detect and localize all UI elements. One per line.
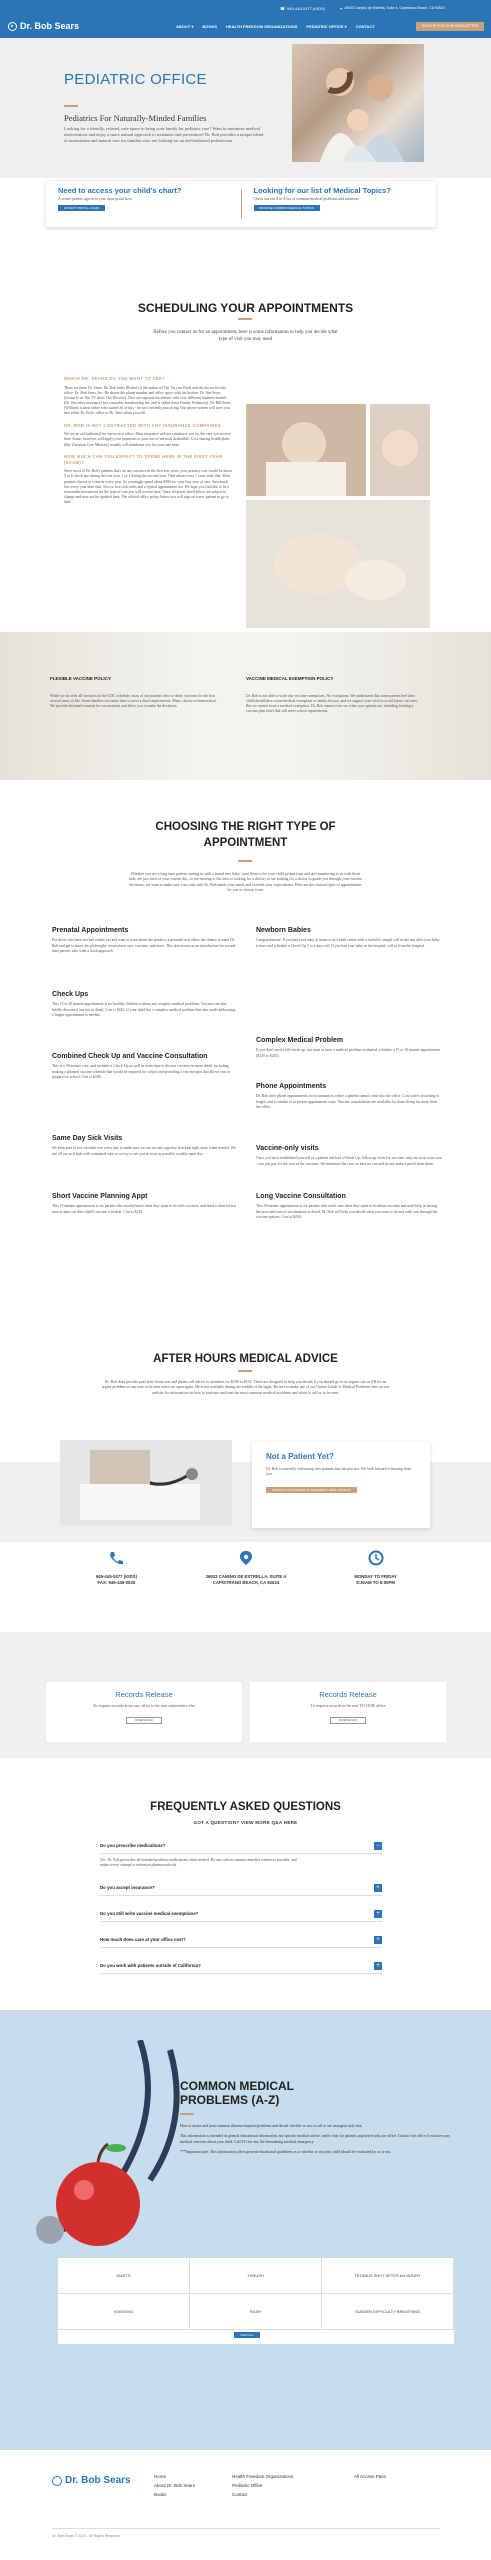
logo-text: Dr. Bob Sears bbox=[20, 21, 80, 31]
faq-item-outside-california[interactable] bbox=[100, 1958, 382, 1974]
appt-complex bbox=[256, 1036, 442, 1082]
plus-icon[interactable]: + bbox=[374, 1936, 382, 1944]
appt-combined bbox=[52, 1052, 238, 1134]
insurance-text: We are an old fashioned fee-for-service office. Most insurance will not reimburse you for the care you receive here. Some, however, will apply your payments to your out-of-network deductible. Cost-sharing health plans (like Christian Care Ministry) usually will reimburse you for your care here. bbox=[64, 432, 231, 447]
flexible-policy-text: While we do offer all vaccines on the CDC schedule, most of our patients elect to delay vaccines for the first several years of life. Some families vaccinate later to meet school requirements. Many choose to homeschool. We provide informed consent for vaccinations and allow you to make the decisions. bbox=[50, 694, 217, 709]
nav-contact[interactable]: CONTACT bbox=[355, 24, 375, 29]
browse-topics-button[interactable]: BROWSE COMMON MEDICAL TOPICS bbox=[254, 205, 320, 211]
contact-hours-line1: MONDAY TO FRIDAY bbox=[354, 1573, 397, 1579]
appt-text: This 15 minute appointment is for parents who mostly know what they want to do with vaccines, and need a short review time to plan out their child's vaccine schedule. Cost is $120. bbox=[52, 1204, 237, 1214]
footer-link-pediatric-office[interactable]: Pediatric Office bbox=[232, 2483, 263, 2488]
contact-hours-line2: 8:30AM TO 5:00PM bbox=[356, 1579, 395, 1585]
contact-address-line2: CAPISTRANO BEACH, CA 92624 bbox=[212, 1579, 280, 1585]
faq-item-insurance[interactable] bbox=[100, 1880, 382, 1896]
records-release-out bbox=[46, 1682, 242, 1742]
top-address[interactable] bbox=[340, 6, 486, 11]
nav-books[interactable]: BOOKS bbox=[202, 24, 218, 29]
site-header bbox=[0, 0, 491, 38]
appt-text: Dr. Bob does phone appointments in circumstances where a patient cannot come into the office. Cost varies according to length, and is similar to in-person appointment costs. Vaccine consultations are available for those living far away from the office. bbox=[256, 1094, 440, 1109]
appt-vaccine-only bbox=[256, 1144, 442, 1192]
logo-mark-icon bbox=[8, 22, 17, 31]
footer-link-contact[interactable]: Contact bbox=[232, 2492, 248, 2497]
footer-links-col2 bbox=[232, 2472, 293, 2499]
records-out-title: Records Release bbox=[115, 1690, 173, 1699]
new-patient-card bbox=[252, 1442, 430, 1528]
new-patient-text: Dr. Bob is currently welcoming new patients into his practice. We look forward to hearing from you. bbox=[266, 1466, 412, 1476]
appt-heading: Combined Check Up and Vaccine Consultation bbox=[52, 1053, 208, 1060]
common-problems-content bbox=[180, 2080, 450, 2155]
contact-phone[interactable] bbox=[60, 1550, 173, 1620]
appt-text: If you don't need a full check up, but want to have a medical problem evaluated, schedule a 15 or 30 minute appointment ($120 to $250). bbox=[256, 1048, 440, 1058]
appt-heading: Vaccine-only visits bbox=[256, 1145, 319, 1152]
nav-pediatric-office[interactable]: PEDIATRIC OFFICE ▾ bbox=[306, 24, 347, 29]
scheduling-photo-collage bbox=[246, 404, 430, 628]
location-icon: ⌖ bbox=[340, 6, 343, 11]
appt-text: We keep part of our schedule free every day to make sure we can see any urgently sick kids right away when needed. We use all our sick kids with a minimal wait so we try to see you as soon as possible, usually same day. bbox=[52, 1146, 236, 1156]
common-underline bbox=[180, 2113, 194, 2115]
site-logo[interactable] bbox=[8, 20, 79, 32]
after-hours-underline bbox=[238, 1370, 252, 1372]
medical-exemption-policy bbox=[246, 676, 422, 715]
hero-subtitle: Pediatrics For Naturally-Minded Families bbox=[64, 113, 207, 123]
footer-link-about[interactable]: About Dr. Bob Sears bbox=[154, 2483, 196, 2488]
common-problems-list bbox=[58, 2258, 454, 2344]
phone-icon bbox=[108, 1550, 124, 1566]
page-title: PEDIATRIC OFFICE bbox=[64, 71, 207, 88]
appt-long-vaccine bbox=[256, 1192, 442, 1220]
records-release-in bbox=[250, 1682, 446, 1742]
cost-heading: HOW MUCH CAN YOU EXPECT TO SPEND HERE IN THE FIRST YEAR (EXAM)? bbox=[64, 453, 223, 465]
chart-access-card bbox=[46, 181, 241, 227]
appt-phone bbox=[256, 1082, 442, 1144]
exemption-policy-title: VACCINE MEDICAL EXEMPTION POLICY bbox=[246, 676, 334, 681]
records-in-download-button[interactable]: DOWNLOAD bbox=[330, 1717, 366, 1724]
faq-answer: Yes. Dr. Bob prescribes all standard pediatric medications when needed. He also utilizes natural remedies whenever possible, and makes every attempt to minimize pharmaceuticals. bbox=[100, 1858, 297, 1868]
appt-text: Congratulations! If you had your baby at home or in a birth center with a midwife, simply call us the day after your baby is born and schedule a Check Up 2 to 4 days old. If you had your baby in the hospital, call us from the hospital. bbox=[256, 938, 440, 948]
problems-grid bbox=[58, 2258, 454, 2330]
appt-heading: Check Ups bbox=[52, 991, 89, 998]
plus-icon[interactable]: + bbox=[374, 1910, 382, 1918]
appt-text: Once you have established yourself as a patient and had a Check Up, follow up visits for vaccines only are at no extra cost - you just pay for the cost of the vaccines. We minimize the costs as best we can and do not make a profit from them. bbox=[256, 1156, 442, 1166]
cost-text: Since most of Dr. Bob's patients don't do any vaccines in the first few years, your primary cost would be about 5 or 6 check ups during the first year, 1 or 2 during the second year. Then about every 1 years after that. Most patients choose to come in every year. So you might spend about $990 for your first year of care, then much less every year after that. Two or five sick visits and a typical appointment too. We hope you find this to be a reasonable investment for the type of care you will receive here. Since all prices listed below are subject to change and may not be updated here. The official office policy letters you will sign on a new patient to go to date. bbox=[64, 469, 232, 505]
appt-heading: Newborn Babies bbox=[256, 927, 311, 934]
site-footer bbox=[0, 2450, 491, 2560]
faq-question: Do you accept insurance? bbox=[100, 1884, 155, 1890]
footer-link-health-freedom[interactable]: Health Freedom Organizations bbox=[232, 2474, 294, 2479]
appointment-types-right bbox=[256, 926, 442, 1220]
insurance-heading: DR. BOB IS NOT CONTRACTED WITH ANY INSURANCE COMPANIES bbox=[64, 422, 221, 428]
medical-topics-card bbox=[242, 181, 437, 227]
appt-newborn bbox=[256, 926, 442, 1036]
new-patient-title: Not a Patient Yet? bbox=[266, 1452, 334, 1461]
chart-card-title: Need to access your child's chart? bbox=[58, 186, 182, 195]
top-phone-text: 949-445-0477 (KIDS) bbox=[286, 6, 326, 11]
appt-short-vaccine bbox=[52, 1192, 238, 1215]
scheduling-title: SCHEDULING YOUR APPOINTMENTS bbox=[137, 301, 354, 315]
common-problems-intro: How to assess and treat common illnesses/injuries/problems and decide whether or not to call or see an urgent sick visit. bbox=[180, 2124, 363, 2129]
appt-heading: Short Vaccine Planning Appt bbox=[52, 1193, 148, 1200]
topics-card-title: Looking for our list of Medical Topics? bbox=[253, 186, 391, 195]
common-problems-disclaimer: This information is intended as general educational information, not specific medical advice, and is only for patients registered with our office. Contact our office if you have any medical concerns about your child. Call 911 for any life-threatening medical emergency. bbox=[180, 2134, 450, 2144]
newsletter-button[interactable]: SIGN UP FOR OUR NEWSLETTER bbox=[416, 22, 484, 31]
contact-address-line1: 26933 CAMINO DE ESTRELLA, SUITE A bbox=[205, 1573, 287, 1579]
appt-text: This is a 30 minute visit, and includes a Check Up as well as extra time to discuss vaccines in more detail, including making a planned vaccine schedule that would be required for school and providing a vaccine plan that allows you to prepare for school. Cost is $330. bbox=[52, 1064, 231, 1079]
hero-body: Looking for a friendly, relaxed, safe space to bring your family for pediatric care? Want to minimize medical interventions and enjoy a more natural approach to treatment and prevention? Dr. Bob provides a unique blend of mainstream and natural care for families who are looking for an old-fashioned pediatrician. bbox=[64, 126, 264, 144]
appt-text: For those who have not had a baby yet and want to learn about the practice, a prenatal visit offers the chance to meet Dr. Bob and get to know his philosophy on newborn care, vaccines, and more. This also serves as an introduction for second-time parents who want a fresh approach. bbox=[52, 938, 237, 953]
appt-heading: Long Vaccine Consultation bbox=[256, 1193, 346, 1200]
faq-item-exemptions[interactable] bbox=[100, 1906, 382, 1922]
faq-item-medications[interactable] bbox=[100, 1838, 382, 1854]
family-illustration-icon bbox=[292, 44, 424, 162]
plus-icon[interactable]: + bbox=[374, 1962, 382, 1970]
problem-vomiting[interactable]: VOMITING bbox=[58, 2294, 190, 2330]
faq-question: Do you still write vaccine medical exemptions? bbox=[100, 1910, 199, 1916]
problem-thrush[interactable]: THRUSH bbox=[190, 2258, 322, 2294]
doctor-photo bbox=[60, 1440, 232, 1526]
footer-link-books[interactable]: Books bbox=[154, 2492, 167, 2497]
common-problems-title: COMMON MEDICAL PROBLEMS (A-Z) bbox=[180, 2079, 294, 2107]
problem-warts[interactable]: WARTS bbox=[58, 2258, 190, 2294]
faq-question: Do you prescribe medications? bbox=[100, 1842, 166, 1848]
records-in-title: Records Release bbox=[319, 1690, 377, 1699]
after-hours-text: Dr. Bob does provide paid after-hours text and phone call advice to members for $100 to $150. These are designed to help you decide if you should go to an urgent care or ER for an urgent problem or can wait to be seen when we open again. He is not available during the middle of the night. Be sure to make use of our Online Guide to Medical Problems here on our website for information on how to evaluate and treat the most common medical problems and when to call or to be seen. bbox=[101, 1380, 390, 1395]
appt-prenatal bbox=[52, 926, 238, 990]
contact-hours bbox=[319, 1550, 432, 1620]
flexible-policy-title: FLEXIBLE VACCINE POLICY bbox=[50, 676, 111, 681]
faq-subtitle-link[interactable]: GOT A QUESTION? VIEW MORE Q&A HERE bbox=[193, 1820, 298, 1825]
patient-portal-button[interactable]: PATIENT PORTAL LOGIN bbox=[58, 205, 105, 211]
hero-family-photo bbox=[292, 44, 424, 162]
topics-card-body: Check out our A to Z list of common medical problems and solutions. bbox=[253, 197, 360, 202]
footer-divider bbox=[52, 2528, 440, 2529]
problem-tetanus[interactable]: TETANUS SHOT AFTER AN INJURY bbox=[322, 2258, 454, 2294]
types-underline bbox=[238, 860, 252, 862]
appointment-types-left bbox=[52, 926, 238, 1215]
appt-heading: Prenatal Appointments bbox=[52, 927, 129, 934]
contact-phone-line1: 949-445-0477 (KIDS) bbox=[95, 1573, 137, 1579]
top-phone[interactable] bbox=[280, 6, 325, 11]
appt-checkups bbox=[52, 990, 238, 1052]
faq-question: How much does care at your office cost? bbox=[100, 1936, 186, 1942]
footer-link-all-access[interactable]: All Access Pass bbox=[354, 2474, 386, 2479]
exemption-policy-text: Dr. Bob is not able to write any vaccine exemptions. No exceptions. We understand that some parents feel their child should have a non-medical exemption or family history, and we support your wish to avoid future vaccines. But we cannot issue a medical exemption. Dr. Bob cannot even see what your options are, including looking a vaccine plan letter that will meet school requirements. bbox=[246, 694, 418, 714]
which-dr-text: There are three Dr. Sears. Dr. Bob Sears (Robert) is the author of The Vaccine Book and the doctor for this office. Dr. Bob Sears, Inc. He shares the phone number and office space with his brother, Dr. Jim Sears (formerly on The TV show The Doctors). They are separate businesses with very different business models (Dr. Jim takes insurance) but a monthly membership fee, and is called Sears Family Pediatrics). Dr. Bill Sears (William) is their father who started all of this - he isn't currently practicing. Our phone system will steer you into either Dr. Bob's office or Dr. Jim's when you call. bbox=[64, 385, 231, 416]
chart-card-body: A secure patient sign-in to your chart portal here. bbox=[58, 197, 133, 202]
main-nav bbox=[176, 24, 375, 29]
policies-band bbox=[0, 632, 491, 780]
footer-links-col1 bbox=[154, 2472, 195, 2499]
footer-logo-mark-icon bbox=[52, 2476, 62, 2486]
collage-illustration-icon bbox=[246, 404, 430, 628]
location-icon bbox=[238, 1550, 254, 1566]
footer-logo[interactable] bbox=[52, 2474, 131, 2488]
phone-icon: ☎ bbox=[280, 6, 285, 11]
stethoscope-illustration-icon bbox=[60, 1440, 232, 1526]
nav-health-freedom[interactable]: HEALTH FREEDOM ORGANIZATIONS bbox=[226, 24, 298, 29]
plus-icon[interactable]: + bbox=[374, 1884, 382, 1892]
records-in-text: To request records to be sent TO OUR office bbox=[310, 1703, 386, 1709]
view-all-problems-button[interactable]: VIEW ALL bbox=[234, 2332, 260, 2338]
records-band bbox=[0, 1632, 491, 1758]
hero-section bbox=[0, 38, 491, 178]
appt-sick-visits bbox=[52, 1134, 238, 1192]
appt-heading: Complex Medical Problem bbox=[256, 1037, 344, 1044]
minus-icon[interactable]: − bbox=[374, 1842, 382, 1850]
request-consult-button[interactable]: CONTACT OUR OFFICE TO REQUEST A NEW CONSULT bbox=[266, 1487, 357, 1493]
appt-text: This 15 to 20 minute appointment is for healthy children without any complex medical problems. Vaccines are also briefly discussed, but not in detail. Cost is $240. If your child has a complex medical problem that also needs addressing, a longer appointment is needed. bbox=[52, 1002, 236, 1017]
footer-links-col3 bbox=[354, 2472, 386, 2481]
scheduling-faq-column bbox=[64, 376, 232, 505]
appt-heading: Phone Appointments bbox=[256, 1083, 327, 1090]
flexible-vaccine-policy bbox=[50, 676, 220, 709]
appointment-types-intro: Whether you are a long time patient coming in with a brand new baby, want Sears to be your child pediatrician and are transferring to us with those kids, are just tired of your current doc, or are moving to the area or looking for a doctor, or are looking for a doctor to guide you through your vaccine decisions, we want to make sure your visit with Dr. Bob meets your needs and exceeds your expectations. Here are the various types of appointments for you to choose from: bbox=[128, 872, 363, 892]
quick-links-cards bbox=[46, 181, 436, 227]
scheduling-intro: Before you contact us for an appointment, here is some information to help you decide what type of visit you may need bbox=[153, 330, 338, 342]
footer-link-home[interactable]: Home bbox=[154, 2474, 167, 2479]
common-problems-note: ***Important note: This information offers general educational guidelines as to whether or not your child should be evaluated by us or not. bbox=[180, 2149, 392, 2154]
problem-breathing[interactable]: SUDDEN DIFFICULTY BREATHING bbox=[322, 2294, 454, 2330]
top-address-text: 26933 Camino de Estrella, Suite A, Capistrano Beach, CA 92624 bbox=[344, 6, 445, 11]
records-out-text: To request records from our office to be sent somewhere else bbox=[92, 1703, 196, 1709]
appt-heading: Same Day Sick Visits bbox=[52, 1135, 123, 1142]
faq-item-cost[interactable] bbox=[100, 1932, 382, 1948]
clock-icon bbox=[368, 1550, 384, 1566]
problem-rash[interactable]: RASH bbox=[190, 2294, 322, 2330]
which-dr-heading: WHICH DR. SEARS DO YOU WANT TO SEE? bbox=[64, 376, 166, 381]
after-hours-title: AFTER HOURS MEDICAL ADVICE bbox=[153, 1353, 338, 1365]
faq-title: FREQUENTLY ASKED QUESTIONS bbox=[150, 1801, 341, 1813]
records-out-download-button[interactable]: DOWNLOAD bbox=[126, 1717, 162, 1724]
footer-copyright: Dr. Bob Sears © 2024 - All Rights Reserved bbox=[52, 2534, 120, 2538]
scheduling-underline bbox=[238, 318, 252, 320]
contact-info-row bbox=[60, 1550, 432, 1620]
faq-question: Do you work with patients outside of California? bbox=[100, 1962, 201, 1968]
nav-about[interactable]: ABOUT ▾ bbox=[176, 24, 194, 29]
contact-address[interactable] bbox=[173, 1550, 320, 1620]
contact-phone-line2: FAX: 949-445-0525 bbox=[97, 1579, 136, 1585]
footer-logo-text: Dr. Bob Sears bbox=[65, 2475, 131, 2486]
title-underline bbox=[64, 105, 78, 107]
appt-text: This 30 minute appointment is for parents who aren't sure what they want to do about vaccines and need help in having the pros and cons of vaccinations in detail. Dr. Bob will help you decide what you want to do and walk you through the vaccine options. Cost is $250. bbox=[256, 1204, 438, 1219]
appointment-types-title: CHOOSING THE RIGHT TYPE OF APPOINTMENT bbox=[155, 821, 336, 849]
